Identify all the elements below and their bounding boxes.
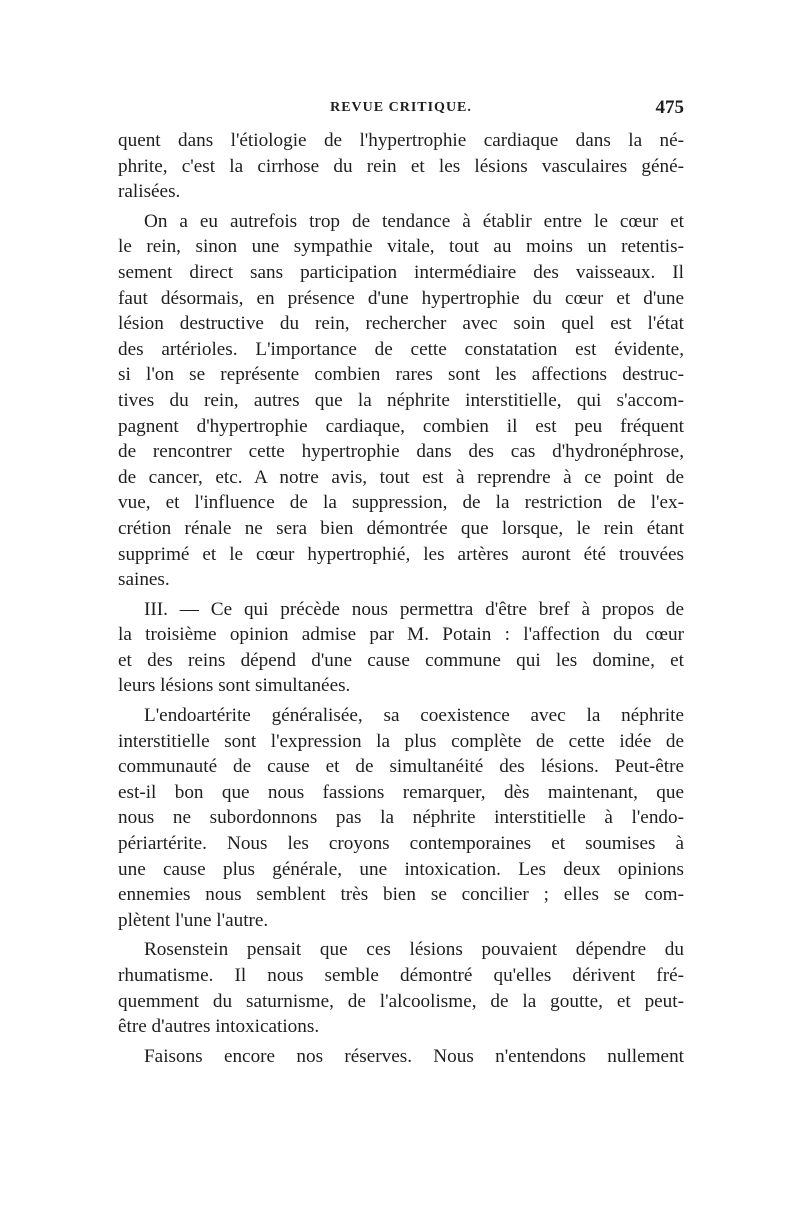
text-line: On a eu autrefois trop de tendance à établir entre le cœur et	[144, 210, 684, 232]
paragraph	[118, 1044, 684, 1070]
text-line: ralisées.	[118, 181, 181, 203]
text-line: Rosenstein pensait que ces lésions pouvaient dépendre du	[144, 939, 684, 961]
page-number: 475	[655, 97, 684, 118]
text-line: plètent l'une l'autre.	[118, 909, 269, 931]
text-line: rhumatisme. Il nous semble démontré qu'elles dérivent fré-	[118, 965, 684, 986]
text-line: faut désormais, en présence d'une hypertrophie du cœur et d'une	[118, 287, 684, 309]
paragraph	[118, 209, 684, 593]
text-line: quemment du saturnisme, de l'alcoolisme, de la goutte, et peut-	[118, 990, 684, 1012]
text-line: supprimé et le cœur hypertrophié, les artères auront été trouvées	[118, 543, 684, 565]
text-line: Faisons encore nos réserves. Nous n'entendons nullement	[144, 1045, 684, 1067]
text-line: sement direct sans participation intermédiaire des vaisseaux. Il	[118, 261, 684, 283]
paragraph	[118, 597, 684, 699]
text-line: lésion destructive du rein, rechercher avec soin quel est l'état	[118, 313, 684, 335]
text-line: saines.	[118, 569, 170, 591]
text-line: nous ne subordonnons pas la néphrite interstitielle à l'endo-	[118, 807, 684, 829]
text-line: des artérioles. L'importance de cette constatation est évidente,	[118, 338, 684, 360]
running-title: REVUE CRITIQUE.	[330, 100, 472, 115]
text-line: une cause plus générale, une intoxication. Les deux opinions	[118, 858, 684, 880]
text-line: interstitielle sont l'expression la plus complète de cette idée de	[118, 730, 684, 752]
text-line: de rencontrer cette hypertrophie dans des cas d'hydronéphrose,	[118, 441, 684, 463]
paragraph	[118, 128, 684, 205]
text-line: si l'on se représente combien rares sont les affections destruc-	[118, 364, 684, 386]
paragraph	[118, 703, 684, 933]
text-line: pagnent d'hypertrophie cardiaque, combien il est peu fréquent	[118, 415, 684, 437]
text-line: phrite, c'est la cirrhose du rein et les lésions vasculaires géné-	[118, 155, 684, 177]
text-line: la troisième opinion admise par M. Potain : l'affection du cœur	[118, 624, 684, 646]
text-line: le rein, sinon une sympathie vitale, tout au moins un retentis-	[118, 236, 684, 258]
text-line: leurs lésions sont simultanées.	[118, 675, 351, 697]
running-head	[118, 97, 684, 124]
text-line: communauté de cause et de simultanéité des lésions. Peut-être	[118, 756, 684, 778]
text-line: ennemies nous semblent très bien se concilier ; elles se com-	[118, 884, 684, 906]
text-line: être d'autres intoxications.	[118, 1016, 320, 1038]
paragraph	[118, 937, 684, 1039]
body-text	[118, 128, 684, 1069]
text-line: quent dans l'étiologie de l'hypertrophie cardiaque dans la né-	[118, 130, 684, 151]
text-line: L'endoartérite généralisée, sa coexistence avec la néphrite	[144, 705, 684, 727]
text-line: vue, et l'influence de la suppression, de la restriction de l'ex-	[118, 492, 684, 514]
text-line: périartérite. Nous les croyons contemporaines et soumises à	[118, 833, 684, 855]
text-line: est-il bon que nous fassions remarquer, dès maintenant, que	[118, 781, 684, 803]
text-line: et des reins dépend d'une cause commune qui les domine, et	[118, 649, 684, 671]
text-line: tives du rein, autres que la néphrite interstitielle, qui s'accom-	[118, 389, 684, 411]
text-line: III. — Ce qui précède nous permettra d'être bref à propos de	[144, 598, 684, 620]
text-line: crétion rénale ne sera bien démontrée que lorsque, le rein étant	[118, 517, 684, 539]
text-line: de cancer, etc. A notre avis, tout est à reprendre à ce point de	[118, 466, 684, 488]
